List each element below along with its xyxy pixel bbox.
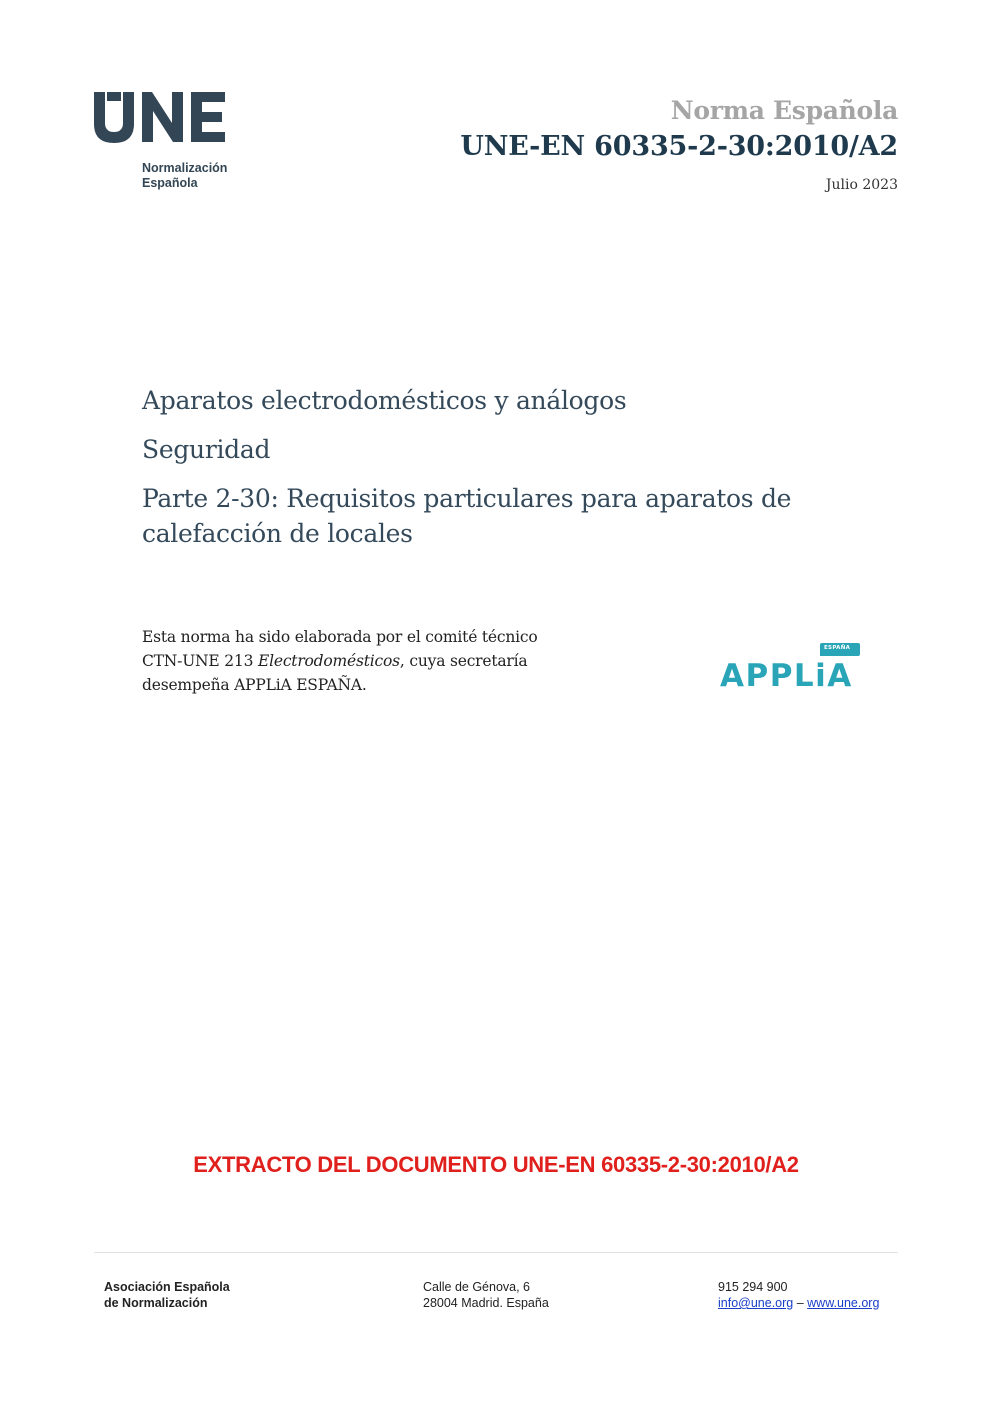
publication-date: Julio 2023 <box>825 177 898 193</box>
committee-text-line-1: Esta norma ha sido elaborada por el comité técnico <box>142 628 538 646</box>
committee-text-line-3: desempeña APPLiA ESPAÑA. <box>142 676 367 694</box>
document-title-line-1: Aparatos electrodomésticos y análogos <box>142 386 627 415</box>
applia-badge-text: ESPAÑA <box>824 645 851 651</box>
norma-code: UNE-EN 60335-2-30:2010/A2 <box>460 131 898 162</box>
committee-secretariat-text: , cuya secretaría <box>399 652 528 670</box>
applia-logo <box>718 642 864 698</box>
footer-org-line-2: de Normalización <box>104 1296 208 1310</box>
committee-text-line-2 <box>142 652 527 670</box>
email-link[interactable]: info@une.org <box>718 1296 794 1310</box>
extract-banner: EXTRACTO DEL DOCUMENTO UNE-EN 60335-2-30:2010/A2 <box>193 1152 799 1177</box>
document-title-line-3: Parte 2-30: Requisitos particulares para aparatos de <box>142 484 792 513</box>
committee-code: CTN-UNE 213 <box>142 652 258 670</box>
document-title-line-4: calefacción de locales <box>142 519 413 548</box>
norma-label: Norma Española <box>670 96 898 125</box>
footer-org-line-1: Asociación Española <box>104 1280 230 1294</box>
une-logo <box>92 90 242 200</box>
applia-wordmark: APPLiA <box>720 658 853 694</box>
footer-address-line-2: 28004 Madrid. España <box>423 1296 549 1310</box>
committee-name: Electrodomésticos <box>257 652 400 670</box>
website-link[interactable]: www.une.org <box>807 1296 880 1310</box>
une-logo-subtitle-1: Normalización <box>142 161 228 175</box>
footer-divider <box>94 1252 898 1253</box>
document-title-line-2: Seguridad <box>142 435 271 464</box>
footer-link-separator: – <box>793 1296 808 1310</box>
footer-phone: 915 294 900 <box>718 1280 788 1294</box>
une-logo-subtitle-2: Española <box>142 176 198 190</box>
footer-links <box>718 1295 879 1311</box>
footer-address-line-1: Calle de Génova, 6 <box>423 1280 531 1294</box>
une-logo-mark <box>92 90 242 150</box>
